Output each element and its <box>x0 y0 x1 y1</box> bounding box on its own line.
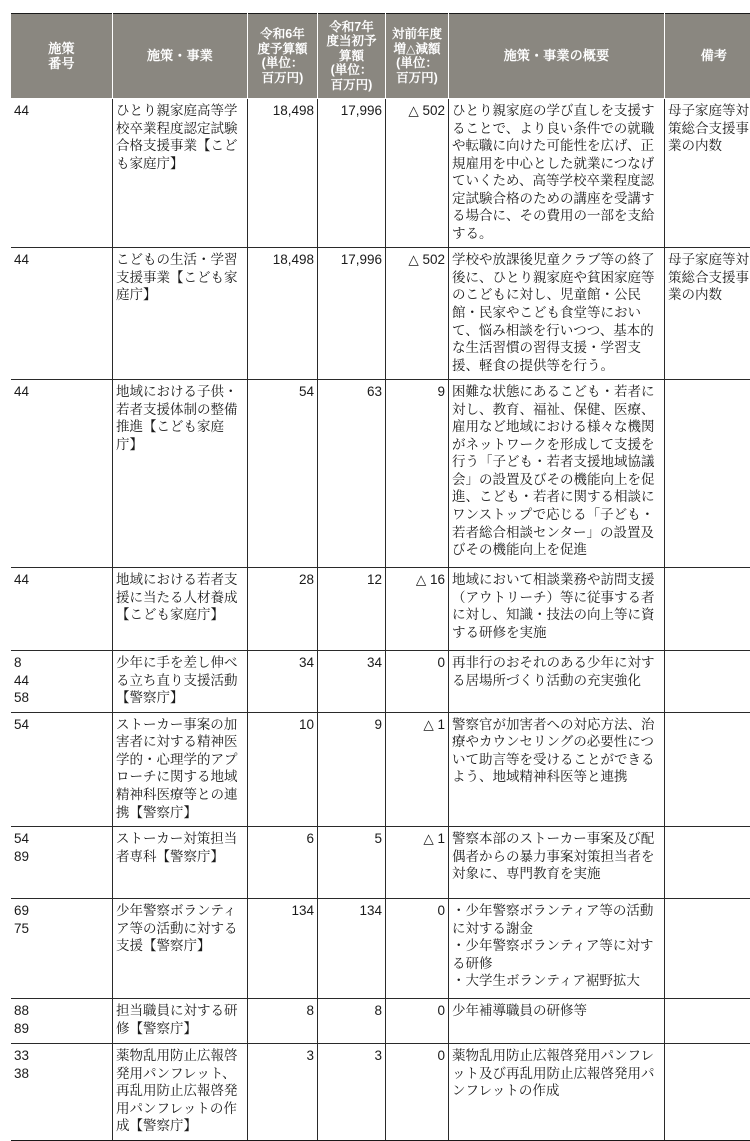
table-row <box>11 999 750 1044</box>
table-row <box>11 827 750 899</box>
header-line: 度当初予 <box>326 34 376 48</box>
header-row <box>11 14 750 99</box>
text-line: 58 <box>14 689 109 707</box>
cell-policy-number: 54 <box>11 712 113 826</box>
cell-policy-project: ひとり親家庭高等学校卒業程度認定試験合格支援事業【こども家庭庁】 <box>113 99 248 248</box>
header-line: 対前年度 <box>392 27 442 41</box>
table-row <box>11 651 750 713</box>
header-line: 施策・事業 <box>147 48 213 63</box>
table-row <box>11 1044 750 1141</box>
cell-prev-budget: 54 <box>248 380 318 568</box>
cell-remarks <box>665 827 750 899</box>
cell-year-over-year-change: 9 <box>386 380 449 568</box>
cell-prev-budget: 134 <box>248 899 318 999</box>
cell-current-budget: 34 <box>318 651 386 713</box>
cell-remarks <box>665 380 750 568</box>
cell-policy-number <box>11 999 113 1044</box>
cell-policy-project: こどもの生活・学習支援事業【こども家庭庁】 <box>113 248 248 380</box>
column-header-summary <box>449 14 665 99</box>
text-line: 75 <box>14 920 109 938</box>
text-line: 69 <box>14 902 109 920</box>
table-row <box>11 248 750 380</box>
cell-summary: 警察官が加害者への対応方法、治療やカウンセリングの必要性について助言等を受けることができるよう、地域精神科医等と連携 <box>449 712 665 826</box>
cell-year-over-year-change: △ 1 <box>386 712 449 826</box>
text-line: 8 <box>14 654 109 672</box>
text-line: 33 <box>14 1047 109 1065</box>
cell-policy-number: 44 <box>11 248 113 380</box>
column-header-prev-budget <box>248 14 318 99</box>
cell-current-budget: 8 <box>318 999 386 1044</box>
cell-policy-project: 少年に手を差し伸べる立ち直り支援活動【警察庁】 <box>113 651 248 713</box>
table-header <box>11 14 750 99</box>
table-row <box>11 568 750 651</box>
cell-policy-number <box>11 1044 113 1141</box>
column-header-remarks <box>665 14 750 99</box>
cell-summary: 薬物乱用防止広報啓発用パンフレット及び再乱用防止広報啓発用パンフレットの作成 <box>449 1044 665 1141</box>
header-line: (単位： <box>331 63 373 77</box>
text-line: 89 <box>14 848 109 866</box>
cell-summary: 困難な状態にあるこども・若者に対し、教育、福祉、保健、医療、雇用など地域における様々な機関がネットワークを形成して支援を行う「子ども・若者支援地域協議会」の設置及びその機能向上を促進、こども・若者に関する相談にワンストップで応じる「子ども・若者総合相談センター」の設置及びその機能向上を促進 <box>449 380 665 568</box>
text-line: 54 <box>14 830 109 848</box>
budget-table <box>11 13 750 1141</box>
cell-policy-project: 少年警察ボランティア等の活動に対する支援【警察庁】 <box>113 899 248 999</box>
cell-prev-budget: 6 <box>248 827 318 899</box>
table-row <box>11 380 750 568</box>
cell-policy-number: 44 <box>11 99 113 248</box>
cell-remarks <box>665 1044 750 1141</box>
text-line: ・大学生ボランティア裾野拡大 <box>452 972 661 990</box>
cell-current-budget: 134 <box>318 899 386 999</box>
cell-summary: 学校や放課後児童クラブ等の終了後に、ひとり親家庭や貧困家庭等のこどもに対し、児童館・公民館・民家やこども食堂等において、悩み相談を行いつつ、基本的な生活習慣の習得支援・学習支援、軽食の提供等を行う。 <box>449 248 665 380</box>
cell-remarks: 母子家庭等対策総合支援事業の内数 <box>665 248 750 380</box>
cell-policy-project: 担当職員に対する研修【警察庁】 <box>113 999 248 1044</box>
cell-prev-budget: 18,498 <box>248 248 318 380</box>
header-line: 令和6年 <box>260 27 304 41</box>
cell-remarks <box>665 999 750 1044</box>
cell-year-over-year-change: △ 502 <box>386 99 449 248</box>
cell-year-over-year-change: △ 16 <box>386 568 449 651</box>
cell-prev-budget: 8 <box>248 999 318 1044</box>
table-row <box>11 899 750 999</box>
cell-prev-budget: 10 <box>248 712 318 826</box>
cell-prev-budget: 28 <box>248 568 318 651</box>
cell-prev-budget: 18,498 <box>248 99 318 248</box>
header-line: 令和7年 <box>329 20 373 34</box>
header-line: 施策 <box>48 41 74 56</box>
cell-summary: 警察本部のストーカー事案及び配偶者からの暴力事案対策担当者を対象に、専門教育を実施 <box>449 827 665 899</box>
cell-current-budget: 17,996 <box>318 248 386 380</box>
table-body <box>11 99 750 1141</box>
cell-remarks: 母子家庭等対策総合支援事業の内数 <box>665 99 750 248</box>
cell-policy-project: ストーカー事案の加害者に対する精神医学的・心理学的アプローチに関する地域精神科医療等との連携【警察庁】 <box>113 712 248 826</box>
cell-year-over-year-change: 0 <box>386 999 449 1044</box>
header-line: 百万円) <box>262 71 304 85</box>
text-line: ・少年警察ボランティア等の活動に対する謝金 <box>452 902 661 937</box>
table-row <box>11 712 750 826</box>
cell-current-budget: 12 <box>318 568 386 651</box>
cell-summary: 再非行のおそれのある少年に対する居場所づくり活動の充実強化 <box>449 651 665 713</box>
cell-policy-project: 地域における子供・若者支援体制の整備推進【こども家庭庁】 <box>113 380 248 568</box>
cell-policy-project: ストーカー対策担当者専科【警察庁】 <box>113 827 248 899</box>
cell-summary: 地域において相談業務や訪問支援（アウトリーチ）等に従事する者に対し、知識・技法の向上等に資する研修を実施 <box>449 568 665 651</box>
cell-year-over-year-change: △ 502 <box>386 248 449 380</box>
cell-current-budget: 3 <box>318 1044 386 1141</box>
text-line: 89 <box>14 1020 109 1038</box>
header-line: 百万円) <box>396 71 438 85</box>
header-line: 備考 <box>701 48 727 63</box>
column-header-year-over-year-change <box>386 14 449 99</box>
cell-year-over-year-change: 0 <box>386 899 449 999</box>
cell-policy-number <box>11 899 113 999</box>
header-line: (単位： <box>262 56 304 70</box>
cell-policy-project: 地域における若者支援に当たる人材養成【こども家庭庁】 <box>113 568 248 651</box>
cell-prev-budget: 34 <box>248 651 318 713</box>
cell-year-over-year-change: △ 1 <box>386 827 449 899</box>
header-line: 施策・事業の概要 <box>504 48 610 63</box>
cell-policy-number: 44 <box>11 568 113 651</box>
header-line: 度予算額 <box>257 42 307 56</box>
cell-policy-number <box>11 651 113 713</box>
header-line: (単位： <box>396 56 438 70</box>
header-line: 増△減額 <box>393 42 440 56</box>
cell-year-over-year-change: 0 <box>386 651 449 713</box>
cell-remarks <box>665 568 750 651</box>
cell-policy-project: 薬物乱用防止広報啓発用パンフレット、再乱用防止広報啓発用パンフレットの作成【警察庁】 <box>113 1044 248 1141</box>
column-header-policy-number <box>11 14 113 99</box>
cell-prev-budget: 3 <box>248 1044 318 1141</box>
cell-current-budget: 9 <box>318 712 386 826</box>
cell-year-over-year-change: 0 <box>386 1044 449 1141</box>
header-line: 番号 <box>48 56 74 71</box>
text-line: 44 <box>14 672 109 690</box>
cell-summary: ひとり親家庭の学び直しを支援することで、より良い条件での就職や転職に向けた可能性を広げ、正規雇用を中心とした就業につなげていくため、高等学校卒業程度認定試験合格のための講座を受講する場合に、その費用の一部を支給する。 <box>449 99 665 248</box>
cell-remarks <box>665 712 750 826</box>
header-line: 百万円) <box>331 78 373 92</box>
cell-policy-number: 44 <box>11 380 113 568</box>
column-header-current-budget <box>318 14 386 99</box>
cell-remarks <box>665 651 750 713</box>
cell-summary: 少年補導職員の研修等 <box>449 999 665 1044</box>
column-header-policy-project <box>113 14 248 99</box>
cell-current-budget: 63 <box>318 380 386 568</box>
header-line: 算額 <box>339 49 364 63</box>
table-row <box>11 99 750 248</box>
cell-summary <box>449 899 665 999</box>
text-line: 38 <box>14 1065 109 1083</box>
cell-remarks <box>665 899 750 999</box>
cell-current-budget: 17,996 <box>318 99 386 248</box>
text-line: 88 <box>14 1002 109 1020</box>
cell-current-budget: 5 <box>318 827 386 899</box>
cell-policy-number <box>11 827 113 899</box>
text-line: ・少年警察ボランティア等に対する研修 <box>452 937 661 972</box>
